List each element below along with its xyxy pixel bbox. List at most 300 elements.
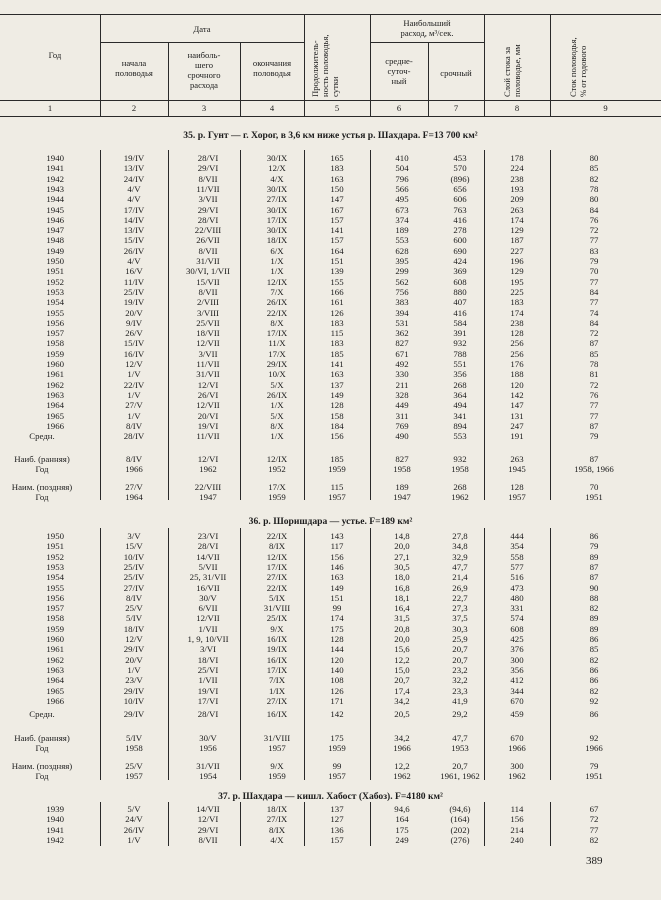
row-label: 1942: [46, 835, 64, 845]
row-label: 1945: [46, 205, 64, 215]
cell-col-6: 449: [395, 400, 409, 410]
cell-col-5: 126: [330, 308, 344, 318]
cell-col-8: 263: [510, 454, 524, 464]
column-divider: [240, 150, 241, 500]
cell-col-8: 1945: [508, 464, 526, 474]
cell-col-8: 256: [510, 338, 524, 348]
cell-col-2: 26/IV: [123, 246, 145, 256]
header-data: Дата: [193, 24, 211, 34]
cell-col-3: 3/VII: [198, 194, 218, 204]
row-label: 1959: [46, 349, 64, 359]
cell-col-8: 129: [510, 266, 524, 276]
cell-col-4: 22/IX: [266, 531, 288, 541]
cell-col-6: 175: [395, 825, 409, 835]
cell-col-7: 341: [453, 411, 467, 421]
cell-col-3: 22/VIII: [194, 482, 222, 492]
cell-col-9: 67: [589, 804, 599, 814]
cell-col-9: 78: [589, 359, 599, 369]
cell-col-4: 8/IX: [268, 825, 286, 835]
cell-col-8: 577: [510, 562, 524, 572]
cell-col-7: 23,2: [452, 665, 468, 675]
cell-col-2: 17/IV: [123, 205, 145, 215]
column-divider: [304, 528, 305, 780]
row-label: 1955: [46, 583, 64, 593]
row-label: 1960: [46, 359, 64, 369]
cell-col-2: 4/V: [127, 184, 141, 194]
cell-col-7: 606: [453, 194, 467, 204]
cell-col-2: 15/V: [125, 541, 143, 551]
cell-col-3: 25/VII: [196, 318, 220, 328]
cell-col-3: 14/VII: [196, 552, 220, 562]
cell-col-4: 5/X: [270, 380, 284, 390]
colnum-6: 6: [396, 103, 402, 113]
cell-col-5: 1959: [328, 464, 346, 474]
cell-col-8: 1957: [508, 492, 526, 502]
cell-col-2: 25/IV: [123, 572, 145, 582]
cell-col-3: 14/VII: [196, 804, 220, 814]
cell-col-7: 788: [453, 349, 467, 359]
header-divider-7: [484, 14, 485, 116]
cell-col-3: 2/VIII: [197, 297, 219, 307]
cell-col-7: 32,2: [452, 675, 468, 685]
cell-col-4: 8/X: [270, 318, 284, 328]
cell-col-7: 21,4: [452, 572, 468, 582]
cell-col-8: 196: [510, 256, 524, 266]
header-prodolzh: Продолжитель- ность половодья, сутки: [310, 34, 340, 97]
cell-col-2: 19/IV: [123, 153, 145, 163]
cell-col-3: 17/VI: [197, 696, 219, 706]
cell-col-8: 183: [510, 297, 524, 307]
cell-col-4: 12/IX: [266, 277, 288, 287]
header-god: Год: [48, 50, 62, 60]
cell-col-4: 9/X: [270, 761, 284, 771]
cell-col-5: 183: [330, 163, 344, 173]
cell-col-6: 330: [395, 369, 409, 379]
cell-col-4: 25/IX: [266, 613, 288, 623]
colnum-3: 3: [201, 103, 207, 113]
cell-col-3: 26/VI: [197, 390, 219, 400]
header-stok: Сток половодья, % от годового: [568, 37, 588, 97]
cell-col-4: 16/IX: [266, 709, 288, 719]
cell-col-6: 211: [395, 380, 409, 390]
cell-col-2: 1966: [125, 464, 143, 474]
cell-col-6: 164: [395, 814, 409, 824]
cell-col-2: 5/IV: [125, 733, 143, 743]
cell-col-6: 16,4: [394, 603, 410, 613]
cell-col-6: 311: [395, 411, 409, 421]
cell-col-9: 87: [589, 454, 599, 464]
cell-col-6: 12,2: [394, 655, 410, 665]
cell-col-5: 158: [330, 411, 344, 421]
cell-col-6: 827: [395, 338, 409, 348]
cell-col-2: 23/V: [125, 675, 143, 685]
cell-col-3: 30/V: [199, 733, 217, 743]
cell-col-2: 25/V: [125, 603, 143, 613]
cell-col-9: 89: [589, 624, 599, 634]
cell-col-8: 224: [510, 163, 524, 173]
cell-col-8: 129: [510, 225, 524, 235]
column-divider: [550, 528, 551, 780]
cell-col-5: 157: [330, 215, 344, 225]
cell-col-5: 167: [330, 205, 344, 215]
cell-col-3: 31/VII: [196, 369, 220, 379]
cell-col-6: 20,7: [394, 675, 410, 685]
cell-col-9: 92: [589, 733, 599, 743]
cell-col-8: 354: [510, 541, 524, 551]
cell-col-3: 11/VII: [196, 359, 220, 369]
cell-col-3: 18/VI: [197, 655, 219, 665]
cell-col-8: 238: [510, 318, 524, 328]
cell-col-9: 86: [589, 709, 599, 719]
cell-col-9: 77: [589, 825, 599, 835]
cell-col-5: 171: [330, 696, 344, 706]
row-label: 1961: [46, 369, 64, 379]
cell-col-6: 249: [395, 835, 409, 845]
row-label: 1962: [46, 655, 64, 665]
column-divider: [550, 802, 551, 846]
cell-col-3: 12/VI: [197, 380, 219, 390]
cell-col-6: 410: [395, 153, 409, 163]
cell-col-6: 553: [395, 235, 409, 245]
row-label: 1959: [46, 624, 64, 634]
cell-col-5: 126: [330, 686, 344, 696]
cell-col-5: 115: [330, 328, 344, 338]
row-label: 1965: [46, 686, 64, 696]
cell-col-7: 494: [453, 400, 467, 410]
cell-col-6: 395: [395, 256, 409, 266]
cell-col-9: 89: [589, 613, 599, 623]
cell-col-6: 299: [395, 266, 409, 276]
cell-col-4: 31/VIII: [263, 733, 291, 743]
cell-col-6: 34,2: [394, 733, 410, 743]
cell-col-7: 880: [453, 287, 467, 297]
cell-col-3: 12/VII: [196, 400, 220, 410]
cell-col-5: 149: [330, 583, 344, 593]
cell-col-6: 1958: [393, 464, 411, 474]
cell-col-7: 1962: [451, 492, 469, 502]
cell-col-2: 1/V: [127, 369, 141, 379]
row-label: 1951: [46, 266, 64, 276]
row-label: 1953: [46, 287, 64, 297]
cell-col-5: 164: [330, 246, 344, 256]
cell-col-8: 263: [510, 205, 524, 215]
cell-col-6: 362: [395, 328, 409, 338]
row-label: Наиб. (ранняя): [14, 454, 70, 464]
cell-col-3: 28/VI: [197, 709, 219, 719]
cell-col-3: 18/VII: [196, 328, 220, 338]
cell-col-9: 85: [589, 163, 599, 173]
cell-col-9: 79: [589, 256, 599, 266]
cell-col-8: 128: [510, 328, 524, 338]
row-label: 1963: [46, 665, 64, 675]
cell-col-7: 29,2: [452, 709, 468, 719]
cell-col-7: (896): [450, 174, 470, 184]
header-naib-srochn: наиболь- шего срочного расхода: [187, 50, 221, 90]
cell-col-5: 147: [330, 194, 344, 204]
cell-col-9: 1958, 1966: [574, 464, 614, 474]
cell-col-6: 769: [395, 421, 409, 431]
cell-col-2: 29/IV: [123, 644, 145, 654]
cell-col-5: 144: [330, 644, 344, 654]
cell-col-2: 28/IV: [123, 431, 145, 441]
cell-col-6: 17,4: [394, 686, 410, 696]
cell-col-8: 187: [510, 235, 524, 245]
cell-col-9: 88: [589, 593, 599, 603]
column-divider: [484, 528, 485, 780]
cell-col-2: 1/V: [127, 411, 141, 421]
cell-col-4: 18/IX: [266, 804, 288, 814]
cell-col-4: 1/X: [270, 256, 284, 266]
cell-col-5: 175: [330, 733, 344, 743]
cell-col-6: 490: [395, 431, 409, 441]
cell-col-6: 628: [395, 246, 409, 256]
cell-col-2: 1964: [125, 492, 143, 502]
cell-col-2: 1/V: [127, 390, 141, 400]
cell-col-2: 13/IV: [123, 225, 145, 235]
cell-col-4: 30/IX: [266, 225, 288, 235]
cell-col-4: 17/IX: [266, 562, 288, 572]
cell-col-6: 394: [395, 308, 409, 318]
row-label: Год: [35, 743, 49, 753]
cell-col-8: 178: [510, 153, 524, 163]
cell-col-3: 25/VI: [197, 665, 219, 675]
cell-col-8: 331: [510, 603, 524, 613]
cell-col-7: 47,7: [452, 733, 468, 743]
header-okonch: окончания половодья: [252, 58, 292, 78]
cell-col-7: (276): [450, 835, 470, 845]
cell-col-2: 8/IV: [125, 454, 143, 464]
cell-col-6: 189: [395, 482, 409, 492]
column-divider: [370, 150, 371, 500]
column-divider: [168, 528, 169, 780]
cell-col-3: 6/VII: [198, 603, 218, 613]
row-label: Год: [35, 464, 49, 474]
row-label: Наиб. (ранняя): [14, 733, 70, 743]
column-divider: [240, 802, 241, 846]
cell-col-8: 195: [510, 277, 524, 287]
cell-col-7: 1958: [451, 464, 469, 474]
row-label: 1958: [46, 613, 64, 623]
cell-col-4: 19/IX: [266, 644, 288, 654]
row-label: 1958: [46, 338, 64, 348]
header-srochny: срочный: [440, 68, 472, 78]
cell-col-6: 15,6: [394, 644, 410, 654]
row-label: 1952: [46, 277, 64, 287]
cell-col-9: 82: [589, 686, 599, 696]
cell-col-9: 82: [589, 174, 599, 184]
cell-col-8: 114: [510, 804, 524, 814]
cell-col-2: 22/IV: [123, 380, 145, 390]
cell-col-9: 85: [589, 349, 599, 359]
cell-col-7: 278: [453, 225, 467, 235]
cell-col-2: 9/IV: [125, 318, 143, 328]
cell-col-7: 763: [453, 205, 467, 215]
colnum-7: 7: [453, 103, 459, 113]
cell-col-2: 20/V: [125, 655, 143, 665]
cell-col-6: 30,5: [394, 562, 410, 572]
cell-col-3: 8/VII: [198, 174, 218, 184]
cell-col-4: 17/X: [268, 482, 286, 492]
cell-col-4: 22/IX: [266, 308, 288, 318]
cell-col-3: 12/VI: [197, 454, 219, 464]
cell-col-2: 12/V: [125, 359, 143, 369]
cell-col-2: 27/V: [125, 482, 143, 492]
cell-col-9: 84: [589, 205, 599, 215]
cell-col-2: 26/V: [125, 328, 143, 338]
cell-col-9: 1966: [585, 743, 603, 753]
column-divider: [168, 150, 169, 500]
row-label: Средн.: [29, 709, 55, 719]
cell-col-3: 8/VII: [198, 246, 218, 256]
cell-col-6: 18,0: [394, 572, 410, 582]
cell-col-2: 27/V: [125, 400, 143, 410]
cell-col-2: 10/IV: [123, 696, 145, 706]
column-divider: [240, 528, 241, 780]
cell-col-4: 6/X: [270, 246, 284, 256]
cell-col-8: 670: [510, 696, 524, 706]
cell-col-8: 225: [510, 287, 524, 297]
cell-col-7: 22,7: [452, 593, 468, 603]
row-label: 1957: [46, 603, 64, 613]
cell-col-2: 1957: [125, 771, 143, 781]
cell-col-4: 27/IX: [266, 194, 288, 204]
cell-col-6: 495: [395, 194, 409, 204]
cell-col-5: 183: [330, 318, 344, 328]
cell-col-4: 8/X: [270, 421, 284, 431]
cell-col-5: 141: [330, 225, 344, 235]
cell-col-8: 174: [510, 308, 524, 318]
colnum-4: 4: [269, 103, 275, 113]
cell-col-3: 23/VI: [197, 531, 219, 541]
cell-col-8: 191: [510, 431, 524, 441]
cell-col-4: 11/X: [268, 338, 286, 348]
column-divider: [168, 802, 169, 846]
cell-col-3: 28/VI: [197, 215, 219, 225]
cell-col-5: 183: [330, 338, 344, 348]
cell-col-5: 117: [330, 541, 344, 551]
cell-col-9: 90: [589, 583, 599, 593]
cell-col-7: 570: [453, 163, 467, 173]
cell-col-3: 1, 9, 10/VII: [187, 634, 229, 644]
cell-col-4: 17/IX: [266, 328, 288, 338]
cell-col-9: 1951: [585, 771, 603, 781]
cell-col-5: 156: [330, 431, 344, 441]
row-label: Год: [35, 771, 49, 781]
cell-col-7: 584: [453, 318, 467, 328]
cell-col-4: 12/X: [268, 163, 286, 173]
cell-col-3: 30/V: [199, 593, 217, 603]
colnum-5: 5: [334, 103, 340, 113]
cell-col-4: 29/IX: [266, 359, 288, 369]
column-divider: [304, 802, 305, 846]
cell-col-5: 1957: [328, 771, 346, 781]
cell-col-5: 174: [330, 613, 344, 623]
cell-col-6: 20,0: [394, 634, 410, 644]
cell-col-4: 8/IX: [268, 541, 286, 551]
cell-col-8: 238: [510, 174, 524, 184]
cell-col-6: 827: [395, 454, 409, 464]
cell-col-6: 16,8: [394, 583, 410, 593]
cell-col-3: 28/VI: [197, 153, 219, 163]
cell-col-4: 30/IX: [266, 205, 288, 215]
row-label: 1950: [46, 256, 64, 266]
cell-col-3: 1947: [199, 492, 217, 502]
header-divider-4: [304, 14, 305, 116]
cell-col-7: 424: [453, 256, 467, 266]
cell-col-7: 30,3: [452, 624, 468, 634]
cell-col-7: 1961, 1962: [440, 771, 480, 781]
cell-col-2: 8/IV: [125, 593, 143, 603]
cell-col-6: 796: [395, 174, 409, 184]
cell-col-3: 1/VII: [198, 624, 218, 634]
row-label: 1941: [46, 163, 64, 173]
cell-col-4: 1/X: [270, 400, 284, 410]
cell-col-3: 5/VII: [198, 562, 218, 572]
cell-col-9: 72: [589, 380, 599, 390]
cell-col-8: 608: [510, 624, 524, 634]
cell-col-5: 185: [330, 349, 344, 359]
cell-col-5: 155: [330, 277, 344, 287]
cell-col-5: 140: [330, 665, 344, 675]
cell-col-9: 79: [589, 541, 599, 551]
cell-col-7: 268: [453, 482, 467, 492]
cell-col-7: 932: [453, 338, 467, 348]
cell-col-9: 77: [589, 277, 599, 287]
cell-col-6: 328: [395, 390, 409, 400]
cell-col-2: 24/V: [125, 814, 143, 824]
cell-col-3: 3/VII: [198, 349, 218, 359]
cell-col-7: 932: [453, 454, 467, 464]
cell-col-8: 459: [510, 709, 524, 719]
cell-col-9: 82: [589, 655, 599, 665]
section-title-35: 35. р. Гунт — г. Хорог, в 3,6 км ниже устья р. Шахдара. F=13 700 км²: [183, 130, 478, 141]
cell-col-4: 17/X: [268, 349, 286, 359]
cell-col-3: 19/VI: [197, 421, 219, 431]
cell-col-7: 356: [453, 369, 467, 379]
cell-col-3: 16/VII: [196, 583, 220, 593]
colnum-2: 2: [131, 103, 137, 113]
cell-col-8: 227: [510, 246, 524, 256]
cell-col-7: 364: [453, 390, 467, 400]
cell-col-9: 1951: [585, 492, 603, 502]
cell-col-7: 27,8: [452, 531, 468, 541]
cell-col-3: 1/VII: [198, 675, 218, 685]
row-label: 1942: [46, 174, 64, 184]
cell-col-8: 444: [510, 531, 524, 541]
cell-col-7: 416: [453, 308, 467, 318]
cell-col-5: 166: [330, 287, 344, 297]
row-label: 1954: [46, 572, 64, 582]
cell-col-7: 453: [453, 153, 467, 163]
row-label: 1964: [46, 675, 64, 685]
cell-col-2: 26/IV: [123, 825, 145, 835]
cell-col-5: 163: [330, 572, 344, 582]
cell-col-9: 82: [589, 835, 599, 845]
cell-col-9: 80: [589, 194, 599, 204]
cell-col-8: 425: [510, 634, 524, 644]
cell-col-4: 17/IX: [266, 215, 288, 225]
cell-col-9: 80: [589, 153, 599, 163]
cell-col-6: 14,8: [394, 531, 410, 541]
header-sredne: средне- суточ- ный: [385, 56, 413, 86]
cell-col-8: 1966: [508, 743, 526, 753]
cell-col-6: 374: [395, 215, 409, 225]
row-label: Год: [35, 492, 49, 502]
row-label: 1960: [46, 634, 64, 644]
cell-col-4: 7/IX: [268, 675, 286, 685]
header-sloy: Слой стока за половодье, мм: [502, 44, 522, 97]
row-label: 1951: [46, 541, 64, 551]
